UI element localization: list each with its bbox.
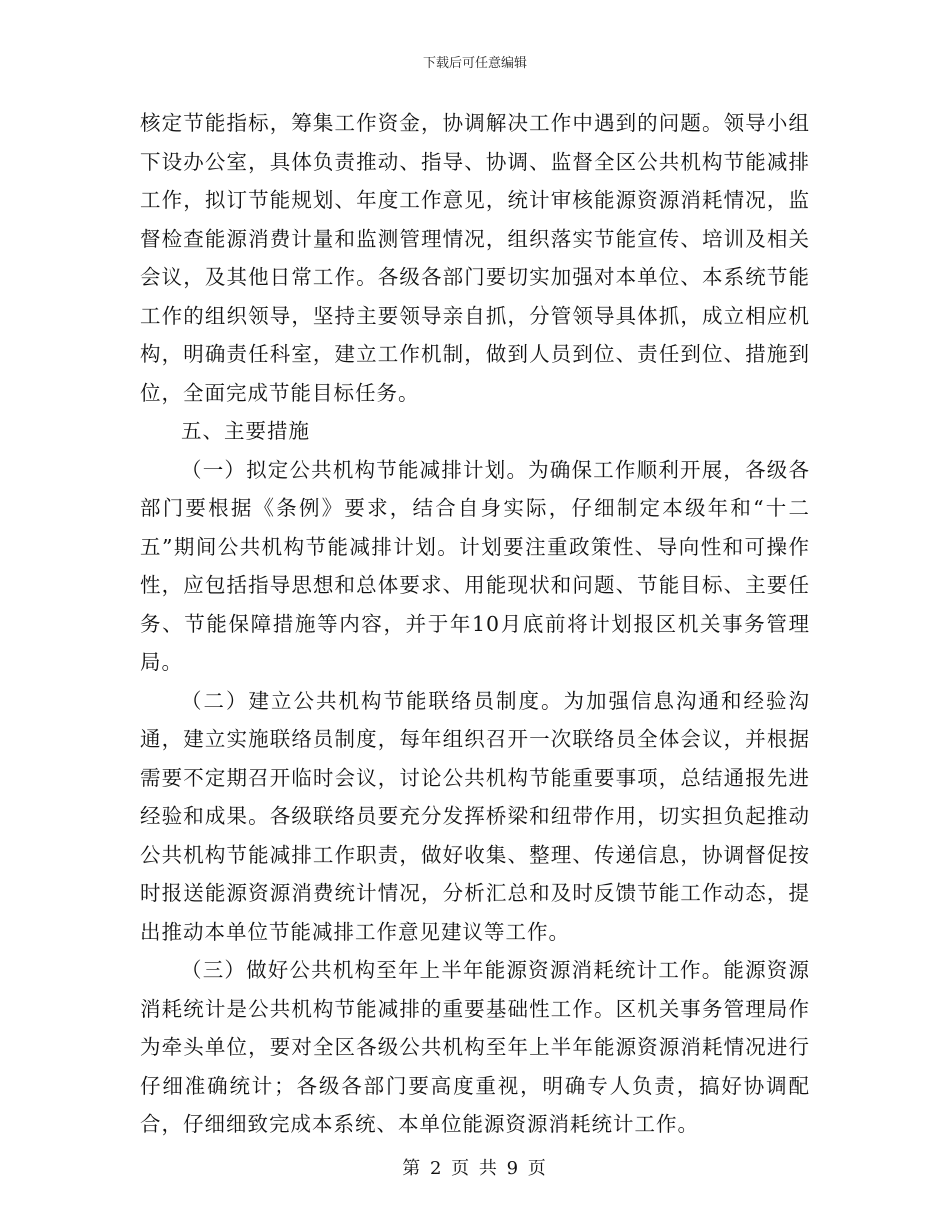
paragraph-measure-2: （二）建立公共机构节能联络员制度。为加强信息沟通和经验沟通，建立实施联络员制度，每年组织召开一次联络员全体会议，并根据需要不定期召开临时会议，讨论公共机构节能重要事项，总结通报先进经验和成果。各级联络员要充分发挥桥梁和纽带作用，切实担负起推动公共机构节能减排工作职责，做好收集、整理、传递信息，协调督促按时报送能源资源消费统计情况，分析汇总和及时反馈节能工作动态，提出推动本单位节能减排工作意见建议等工作。 (140, 688, 810, 944)
paragraph-measure-1: （一）拟定公共机构节能减排计划。为确保工作顺利开展，各级各部门要根据《条例》要求，结合自身实际，仔细制定本级年和“十二五”期间公共机构节能减排计划。计划要注重政策性、导向性和可操作性，应包括指导思想和总体要求、用能现状和问题、节能目标、主要任务、节能保障措施等内容，并于年10月底前将计划报区机关事务管理局。 (140, 457, 810, 674)
page-number: 第 2 页 共 9 页 (402, 1158, 548, 1179)
header-note: 下载后可任意编辑 (422, 56, 527, 71)
document-body (140, 104, 810, 1144)
paragraph-measure-3: （三）做好公共机构至年上半年能源资源消耗统计工作。能源资源消耗统计是公共机构节能减排的重要基础性工作。区机关事务管理局作为牵头单位，要对全区各级公共机构至年上半年能源资源消耗情况进行仔细准确统计；各级各部门要高度重视，明确专人负责，搞好协调配合，仔细细致完成本系统、本单位能源资源消耗统计工作。 (140, 958, 810, 1136)
paragraph-continuation: 核定节能指标，筹集工作资金，协调解决工作中遇到的问题。领导小组下设办公室，具体负责推动、指导、协调、监督全区公共机构节能减排工作，拟订节能规划、年度工作意见，统计审核能源资源消耗情况，监督检查能源消费计量和监测管理情况，组织落实节能宣传、培训及相关会议，及其他日常工作。各级各部门要切实加强对本单位、本系统节能工作的组织领导，坚持主要领导亲自抓，分管领导具体抓，成立相应机构，明确责任科室，建立工作机制，做到人员到位、责任到位、措施到位，全面完成节能目标任务。 (140, 111, 810, 405)
section-heading: 五、主要措施 (181, 419, 310, 443)
